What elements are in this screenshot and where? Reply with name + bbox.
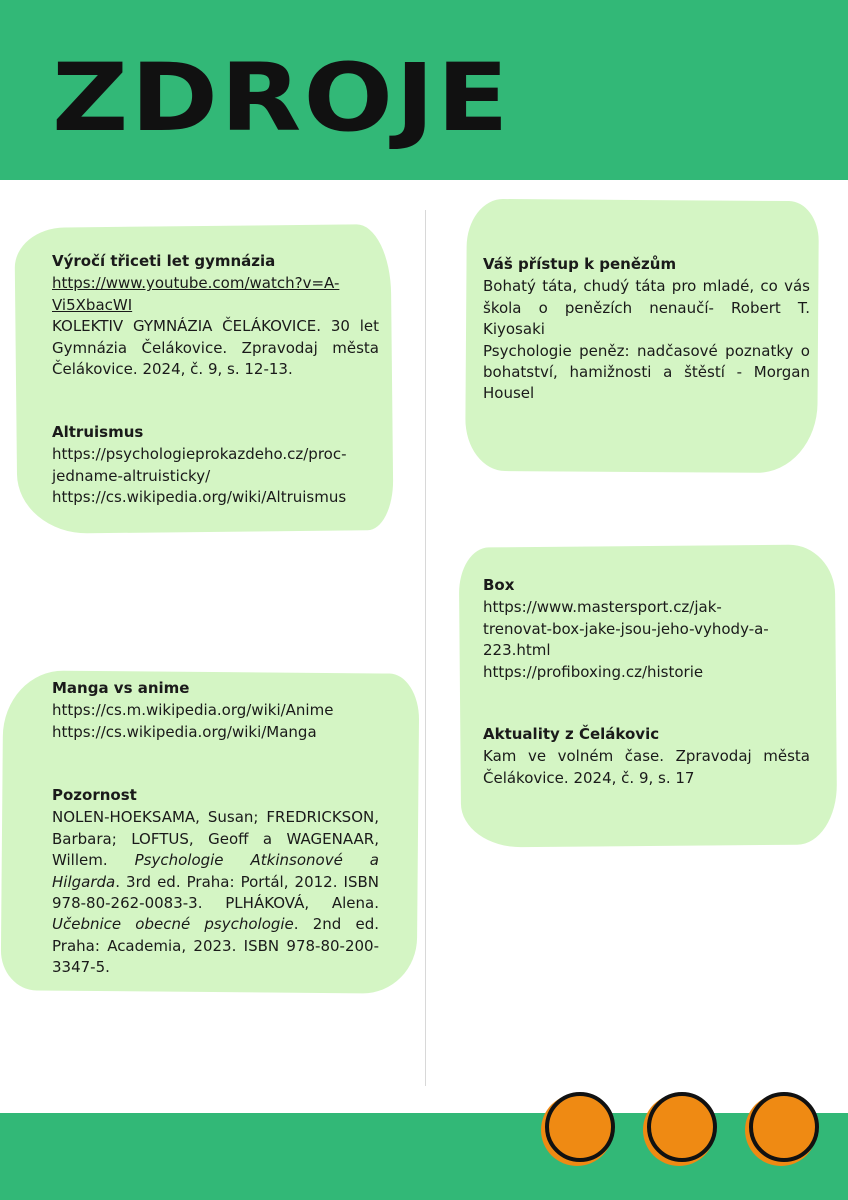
citation: KOLEKTIV GYMNÁZIA ČELÁKOVICE. 30 let Gymnázia Čelákovice. Zpravodaj města Čelákovice. 2024, č. 9, s. 12-13. — [52, 317, 379, 379]
section-manga — [52, 678, 382, 743]
section-aktuality — [483, 724, 810, 789]
citation: NOLEN-HOEKSAMA, Susan; FREDRICKSON, Barbara; LOFTUS, Geoff a WAGENAAR, Willem. Psychologie Atkinsonové a Hilgarda. 3rd ed. Praha: Portál, 2012. ISBN 978-80-262-0083-3. PLHÁKOVÁ, Alena. Učebnice obecné psychologie. 2nd ed. Praha: Academia, 2023. ISBN 978-80-200-3347-5. — [52, 808, 379, 977]
section-altruismus — [52, 422, 382, 509]
source-line: jedname-altruisticky/ — [52, 466, 211, 485]
source-line: trenovat-box-jake-jsou-jeho-vyhody-a- — [483, 619, 769, 638]
section-heading: Váš přístup k penězům — [483, 255, 677, 273]
decorative-circle-icon — [643, 1094, 715, 1166]
source-line: https://cs.wikipedia.org/wiki/Altruismus — [52, 488, 347, 507]
section-heading: Box — [483, 576, 515, 594]
section-heading: Altruismus — [52, 423, 144, 441]
section-box — [483, 575, 813, 683]
citation: Psychologie peněz: nadčasové poznatky o bohatství, hamižnosti a štěstí - Morgan Housel — [483, 341, 810, 403]
source-line: https://cs.wikipedia.org/wiki/Manga — [52, 722, 317, 741]
source-line: 223.html — [483, 641, 551, 660]
section-vyroci — [52, 251, 379, 380]
source-line: https://psychologieprokazdeho.cz/proc- — [52, 445, 347, 464]
footer-band — [0, 1113, 848, 1200]
section-heading: Manga vs anime — [52, 679, 190, 697]
column-divider — [425, 210, 426, 1086]
section-penize — [483, 254, 810, 405]
youtube-link[interactable]: https://www.youtube.com/watch?v=A- Vi5XbacWI — [52, 274, 340, 314]
decorative-circle-icon — [541, 1094, 613, 1166]
decorative-circle-icon — [745, 1094, 817, 1166]
source-line: https://cs.m.wikipedia.org/wiki/Anime — [52, 701, 334, 720]
citation: Bohatý táta, chudý táta pro mladé, co vás škola o penězích nenaučí- Robert T. Kiyosaki — [483, 277, 810, 339]
section-heading: Pozornost — [52, 786, 137, 804]
page-title: ZDROJE — [52, 44, 511, 153]
section-heading: Aktuality z Čelákovic — [483, 725, 660, 743]
section-heading: Výročí třiceti let gymnázia — [52, 252, 276, 270]
source-line: https://profiboxing.cz/historie — [483, 662, 704, 681]
citation: Kam ve volném čase. Zpravodaj města Čelákovice. 2024, č. 9, s. 17 — [483, 747, 810, 787]
section-pozornost — [52, 785, 379, 979]
source-line: https://www.mastersport.cz/jak- — [483, 598, 722, 617]
